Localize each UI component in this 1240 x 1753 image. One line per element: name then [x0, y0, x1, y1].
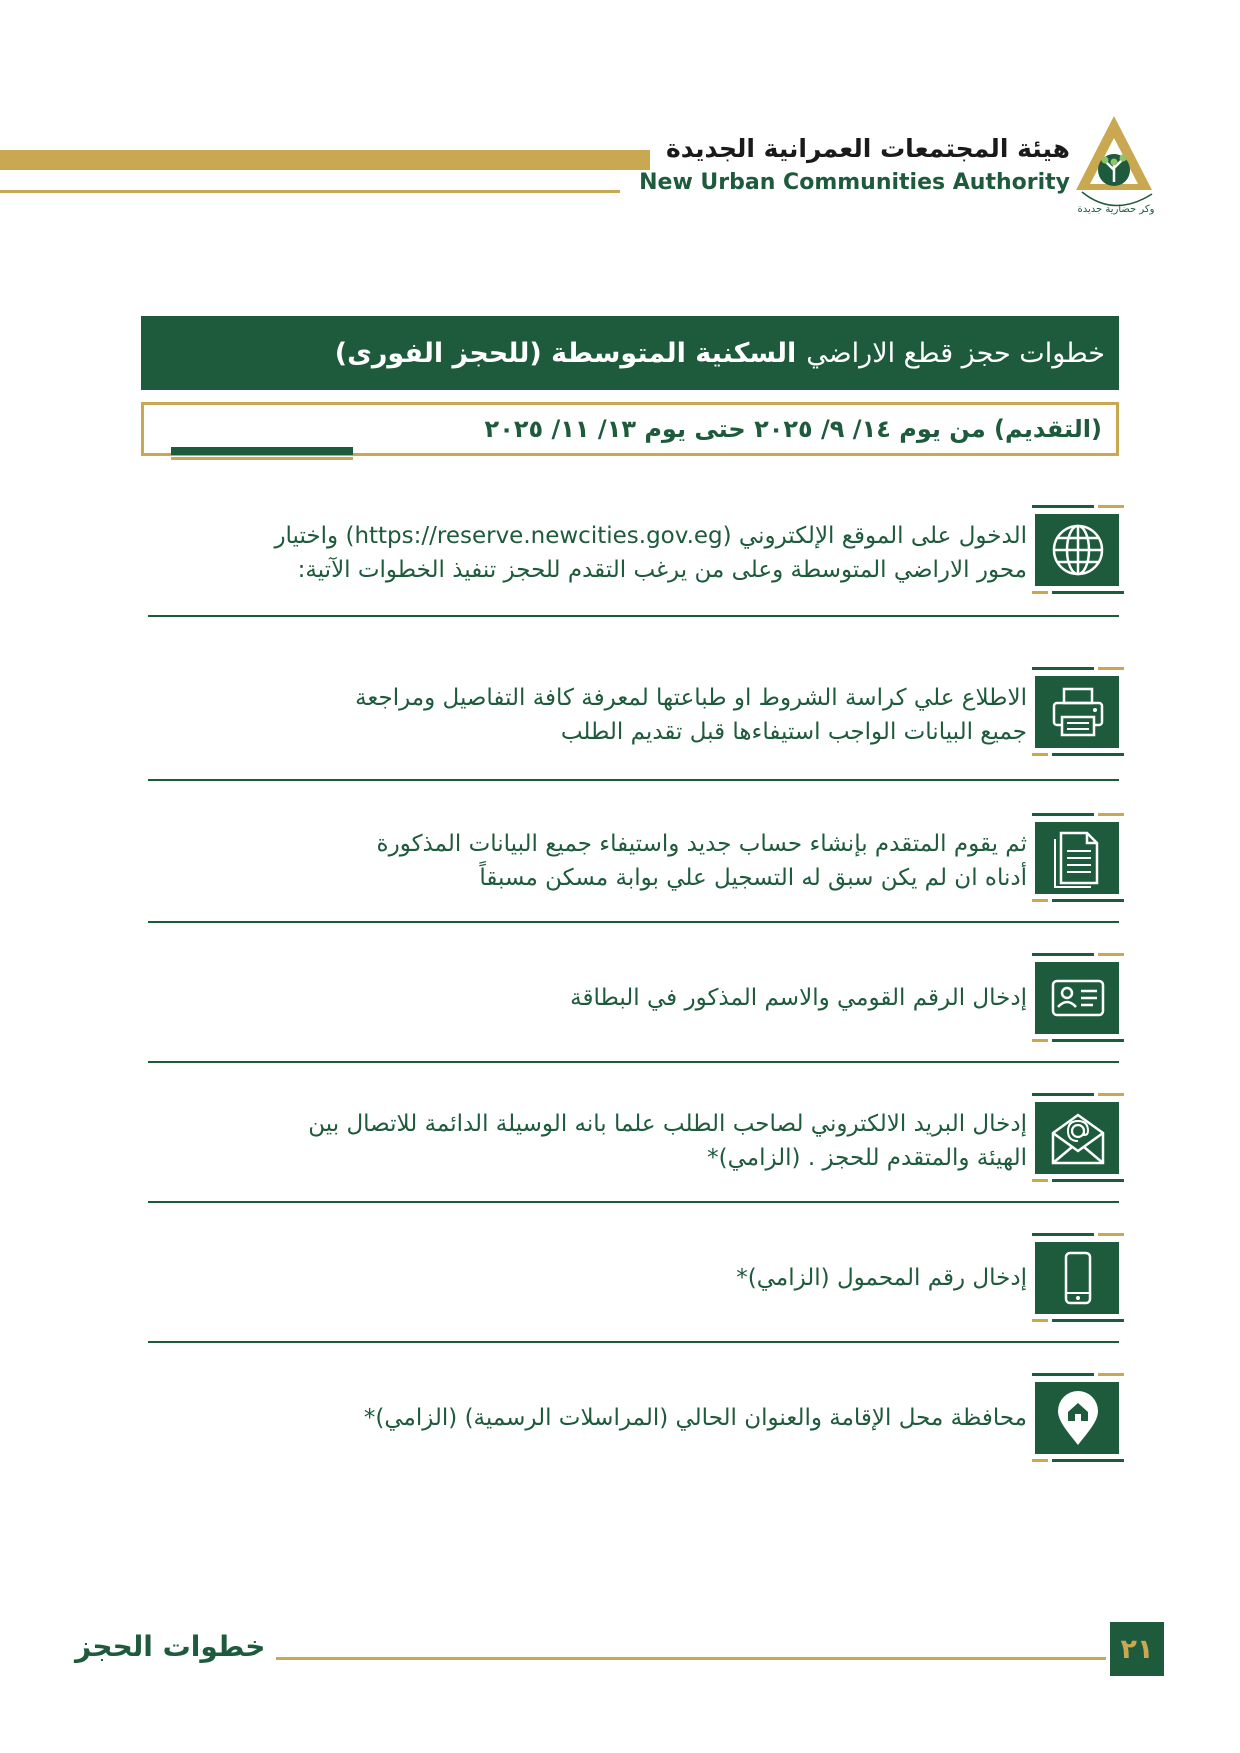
- step-1-icon-box: [1032, 505, 1119, 595]
- step-5-line-1: إدخال البريد الالكتروني لصاحب الطلب علما بانه الوسيلة الدائمة للاتصال بين: [308, 1111, 1027, 1137]
- step-1-line-2: محور الاراضي المتوسطة وعلى من يرغب التقدم للحجز تنفيذ الخطوات الآتية:: [297, 557, 1027, 583]
- mobile-phone-icon: [1047, 1247, 1109, 1309]
- printer-icon: [1047, 681, 1109, 743]
- org-name-arabic: هيئة المجتمعات العمرانية الجديدة: [665, 134, 1070, 163]
- step-divider: [148, 1341, 1119, 1343]
- step-2-text: [147, 681, 1027, 749]
- step-1: [141, 505, 1119, 645]
- step-7: [141, 1373, 1119, 1513]
- step-2-icon-box: [1032, 667, 1119, 757]
- step-divider: [148, 615, 1119, 617]
- step-2: [141, 667, 1119, 807]
- footer-section-title: خطوات الحجز: [75, 1630, 266, 1663]
- step-3-line-1: ثم يقوم المتقدم بإنشاء حساب جديد واستيفاء جميع البيانات المذكورة: [376, 831, 1027, 857]
- step-6: [141, 1233, 1119, 1373]
- step-4: [141, 953, 1119, 1093]
- step-4-text: [147, 981, 1027, 1015]
- step-3-line-2: أدناه ان لم يكن سبق له التسجيل علي بوابة مسكن مسبقاً: [479, 865, 1027, 891]
- title-banner: [141, 316, 1119, 390]
- dates-text: (التقديم) من يوم ١٤/ ٩/ ٢٠٢٥ حتى يوم ١٣/ ١١/ ٢٠٢٥: [484, 415, 1102, 443]
- step-6-line-1: إدخال رقم المحمول (الزامي)*: [736, 1265, 1027, 1291]
- location-home-icon: [1047, 1387, 1109, 1449]
- step-7-text: [147, 1401, 1027, 1435]
- step-5-text: [147, 1107, 1027, 1175]
- document-icon: [1047, 827, 1109, 889]
- logo-text: وكر حضارية جديدة: [1077, 204, 1155, 215]
- step-divider: [148, 779, 1119, 781]
- step-5: [141, 1093, 1119, 1233]
- step-divider: [148, 1201, 1119, 1203]
- banner-title-part1: خطوات حجز قطع الاراضي: [806, 337, 1105, 369]
- step-7-icon-box: [1032, 1373, 1119, 1463]
- step-5-line-2: الهيئة والمتقدم للحجز . (الزامي)*: [707, 1145, 1027, 1171]
- step-5-icon-box: [1032, 1093, 1119, 1183]
- step-3-text: [147, 827, 1027, 895]
- email-icon: [1047, 1107, 1109, 1169]
- tree-triangle-logo-icon: [1076, 112, 1166, 220]
- step-1-text: [147, 519, 1027, 587]
- step-1-line-1: الدخول على الموقع الإلكتروني (https://reserve.newcities.gov.eg) واختيار: [274, 523, 1027, 549]
- dates-underline-gold: [171, 457, 353, 460]
- id-card-icon: [1047, 967, 1109, 1029]
- org-name-english: New Urban Communities Authority: [639, 170, 1070, 195]
- step-4-icon-box: [1032, 953, 1119, 1043]
- footer-gold-line: [276, 1657, 1106, 1660]
- step-3: [141, 813, 1119, 953]
- banner-title-part2: السكنية المتوسطة (للحجز الفورى): [334, 337, 797, 369]
- step-3-icon-box: [1032, 813, 1119, 903]
- globe-icon: [1047, 519, 1109, 581]
- step-divider: [148, 1061, 1119, 1063]
- page-number: ٢١: [1110, 1622, 1164, 1676]
- step-divider: [148, 921, 1119, 923]
- header-gold-thin-line: [0, 190, 620, 193]
- step-2-line-1: الاطلاع علي كراسة الشروط او طباعتها لمعرفة كافة التفاصيل ومراجعة: [355, 685, 1027, 711]
- step-2-line-2: جميع البيانات الواجب استيفاءها قبل تقديم الطلب: [560, 719, 1027, 745]
- step-4-line-1: إدخال الرقم القومي والاسم المذكور في البطاقة: [570, 985, 1027, 1011]
- dates-underline-green: [171, 447, 353, 455]
- header-gold-bar: [0, 150, 650, 170]
- step-6-icon-box: [1032, 1233, 1119, 1323]
- step-6-text: [147, 1261, 1027, 1295]
- step-7-line-1: محافظة محل الإقامة والعنوان الحالي (المراسلات الرسمية) (الزامي)*: [363, 1405, 1027, 1431]
